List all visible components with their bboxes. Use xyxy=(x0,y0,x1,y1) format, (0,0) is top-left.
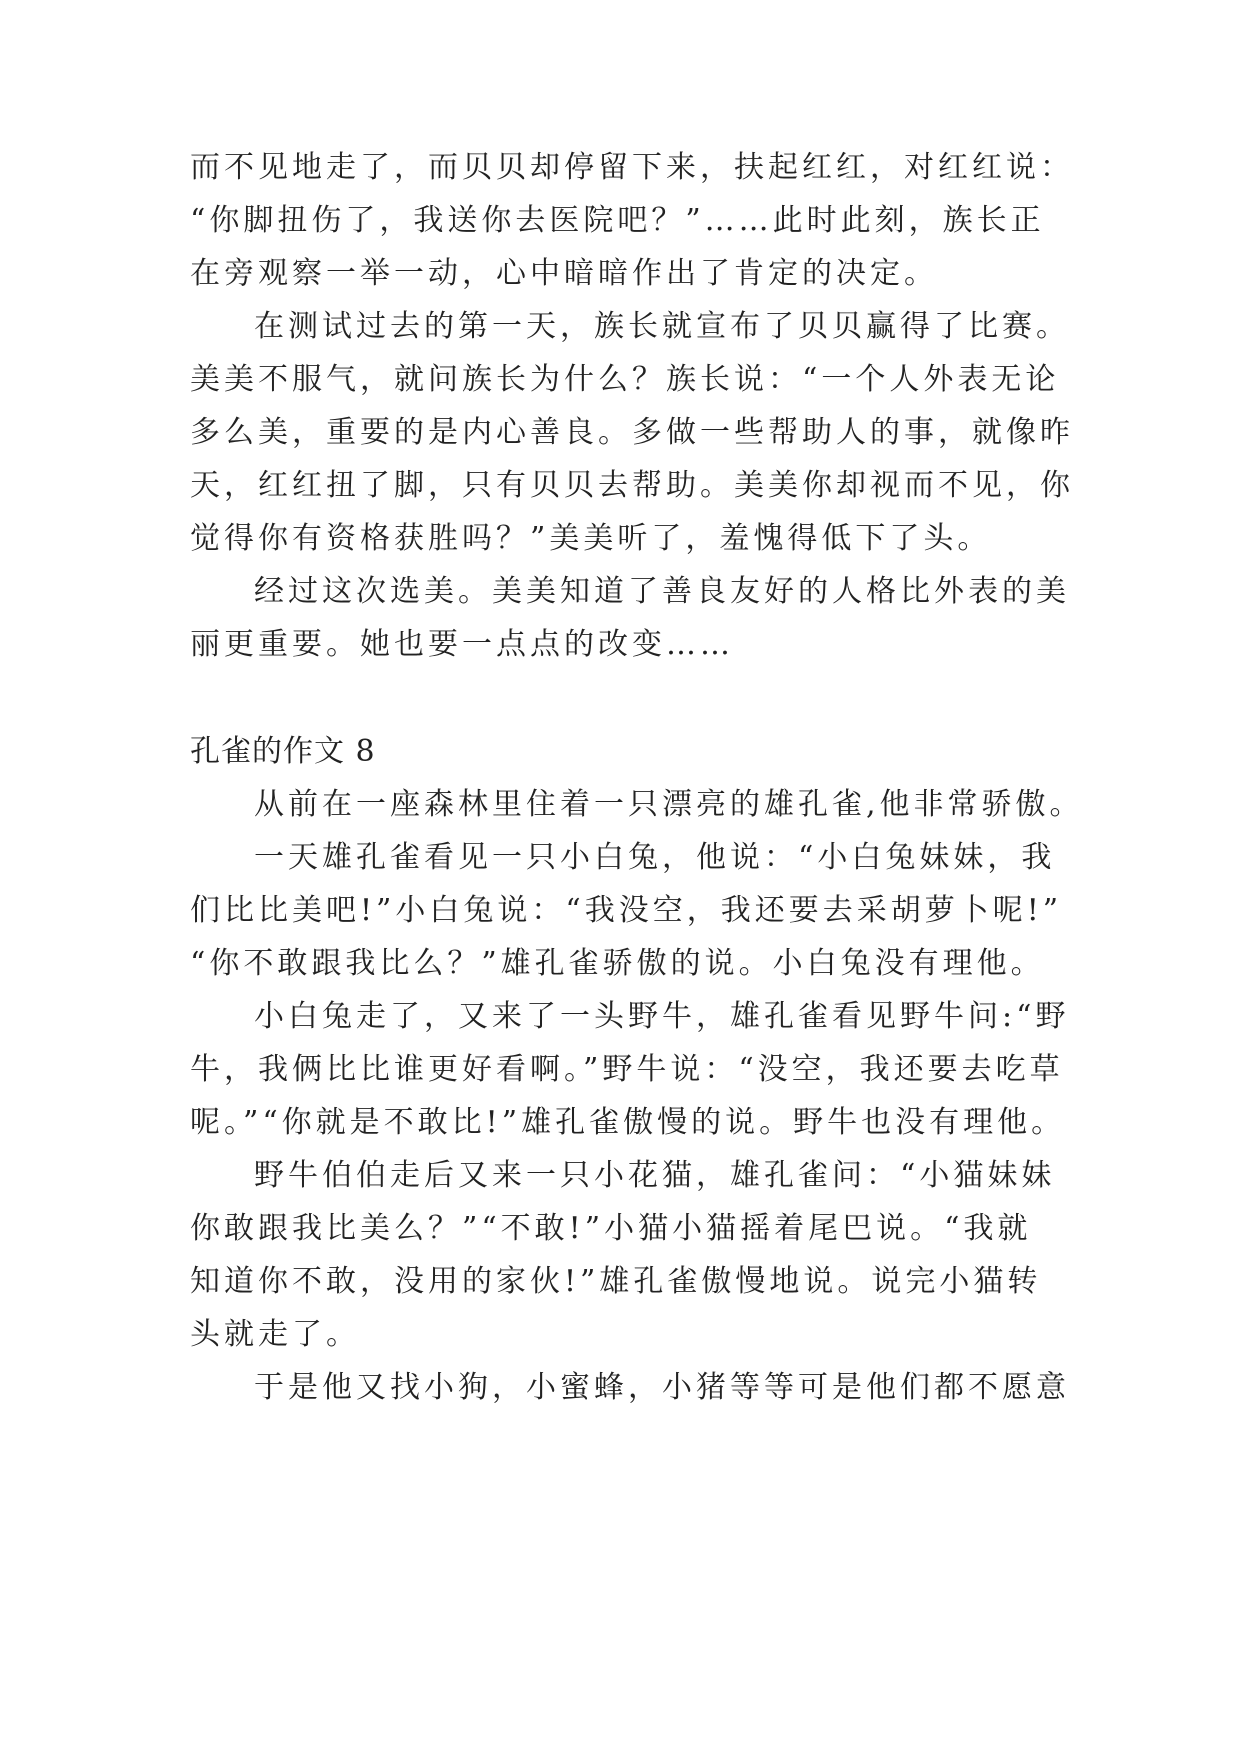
text-line: 觉得你有资格获胜吗？”美美听了，羞愧得低下了头。 xyxy=(190,521,992,556)
section-heading: 孔雀的作文 8 xyxy=(190,734,376,769)
text-line: 呢。”“你就是不敢比!”雄孔雀傲慢的说。野牛也没有理他。 xyxy=(190,1105,1066,1140)
text-line: 牛，我俩比比谁更好看啊。”野牛说：“没空，我还要去吃草 xyxy=(190,1052,1064,1087)
text-line: 们比比美吧!”小白兔说：“我没空，我还要去采胡萝卜呢!” xyxy=(190,893,1063,928)
text-line: 你敢跟我比美么？”“不敢!”小猫小猫摇着尾巴说。“我就 xyxy=(190,1211,1032,1246)
paragraph-start-line: 一天雄孔雀看见一只小白兔，他说：“小白兔妹妹，我 xyxy=(254,840,1056,875)
paragraph-start-line: 在测试过去的第一天，族长就宣布了贝贝赢得了比赛。 xyxy=(254,309,1070,344)
text-line: “你不敢跟我比么？”雄孔雀骄傲的说。小白兔没有理他。 xyxy=(190,946,1045,981)
paragraph-start-line: 小白兔走了，又来了一头野牛，雄孔雀看见野牛问:“野 xyxy=(254,999,1070,1034)
text-line: 在旁观察一举一动，心中暗暗作出了肯定的决定。 xyxy=(190,256,938,291)
text-line: 丽更重要。她也要一点点的改变…… xyxy=(190,627,734,662)
text-line: 知道你不敢，没用的家伙!”雄孔雀傲慢地说。说完小猫转 xyxy=(190,1264,1042,1299)
paragraph-start-line: 经过这次选美。美美知道了善良友好的人格比外表的美 xyxy=(254,574,1070,609)
text-line: 天，红红扭了脚，只有贝贝去帮助。美美你却视而不见，你 xyxy=(190,468,1074,503)
text-line: 多么美，重要的是内心善良。多做一些帮助人的事，就像昨 xyxy=(190,415,1074,450)
paragraph-start-line: 从前在一座森林里住着一只漂亮的雄孔雀,他非常骄傲。 xyxy=(254,787,1084,822)
text-line: 而不见地走了，而贝贝却停留下来，扶起红红，对红红说： xyxy=(190,150,1074,185)
text-line: “你脚扭伤了，我送你去医院吧？”……此时此刻，族长正 xyxy=(190,203,1045,238)
paragraph-start-line: 于是他又找小狗，小蜜蜂，小猪等等可是他们都不愿意 xyxy=(254,1370,1070,1405)
text-line: 美美不服气，就问族长为什么？族长说：“一个人外表无论 xyxy=(190,362,1060,397)
paragraph-start-line: 野牛伯伯走后又来一只小花猫，雄孔雀问：“小猫妹妹 xyxy=(254,1158,1056,1193)
text-line: 头就走了。 xyxy=(190,1317,360,1352)
